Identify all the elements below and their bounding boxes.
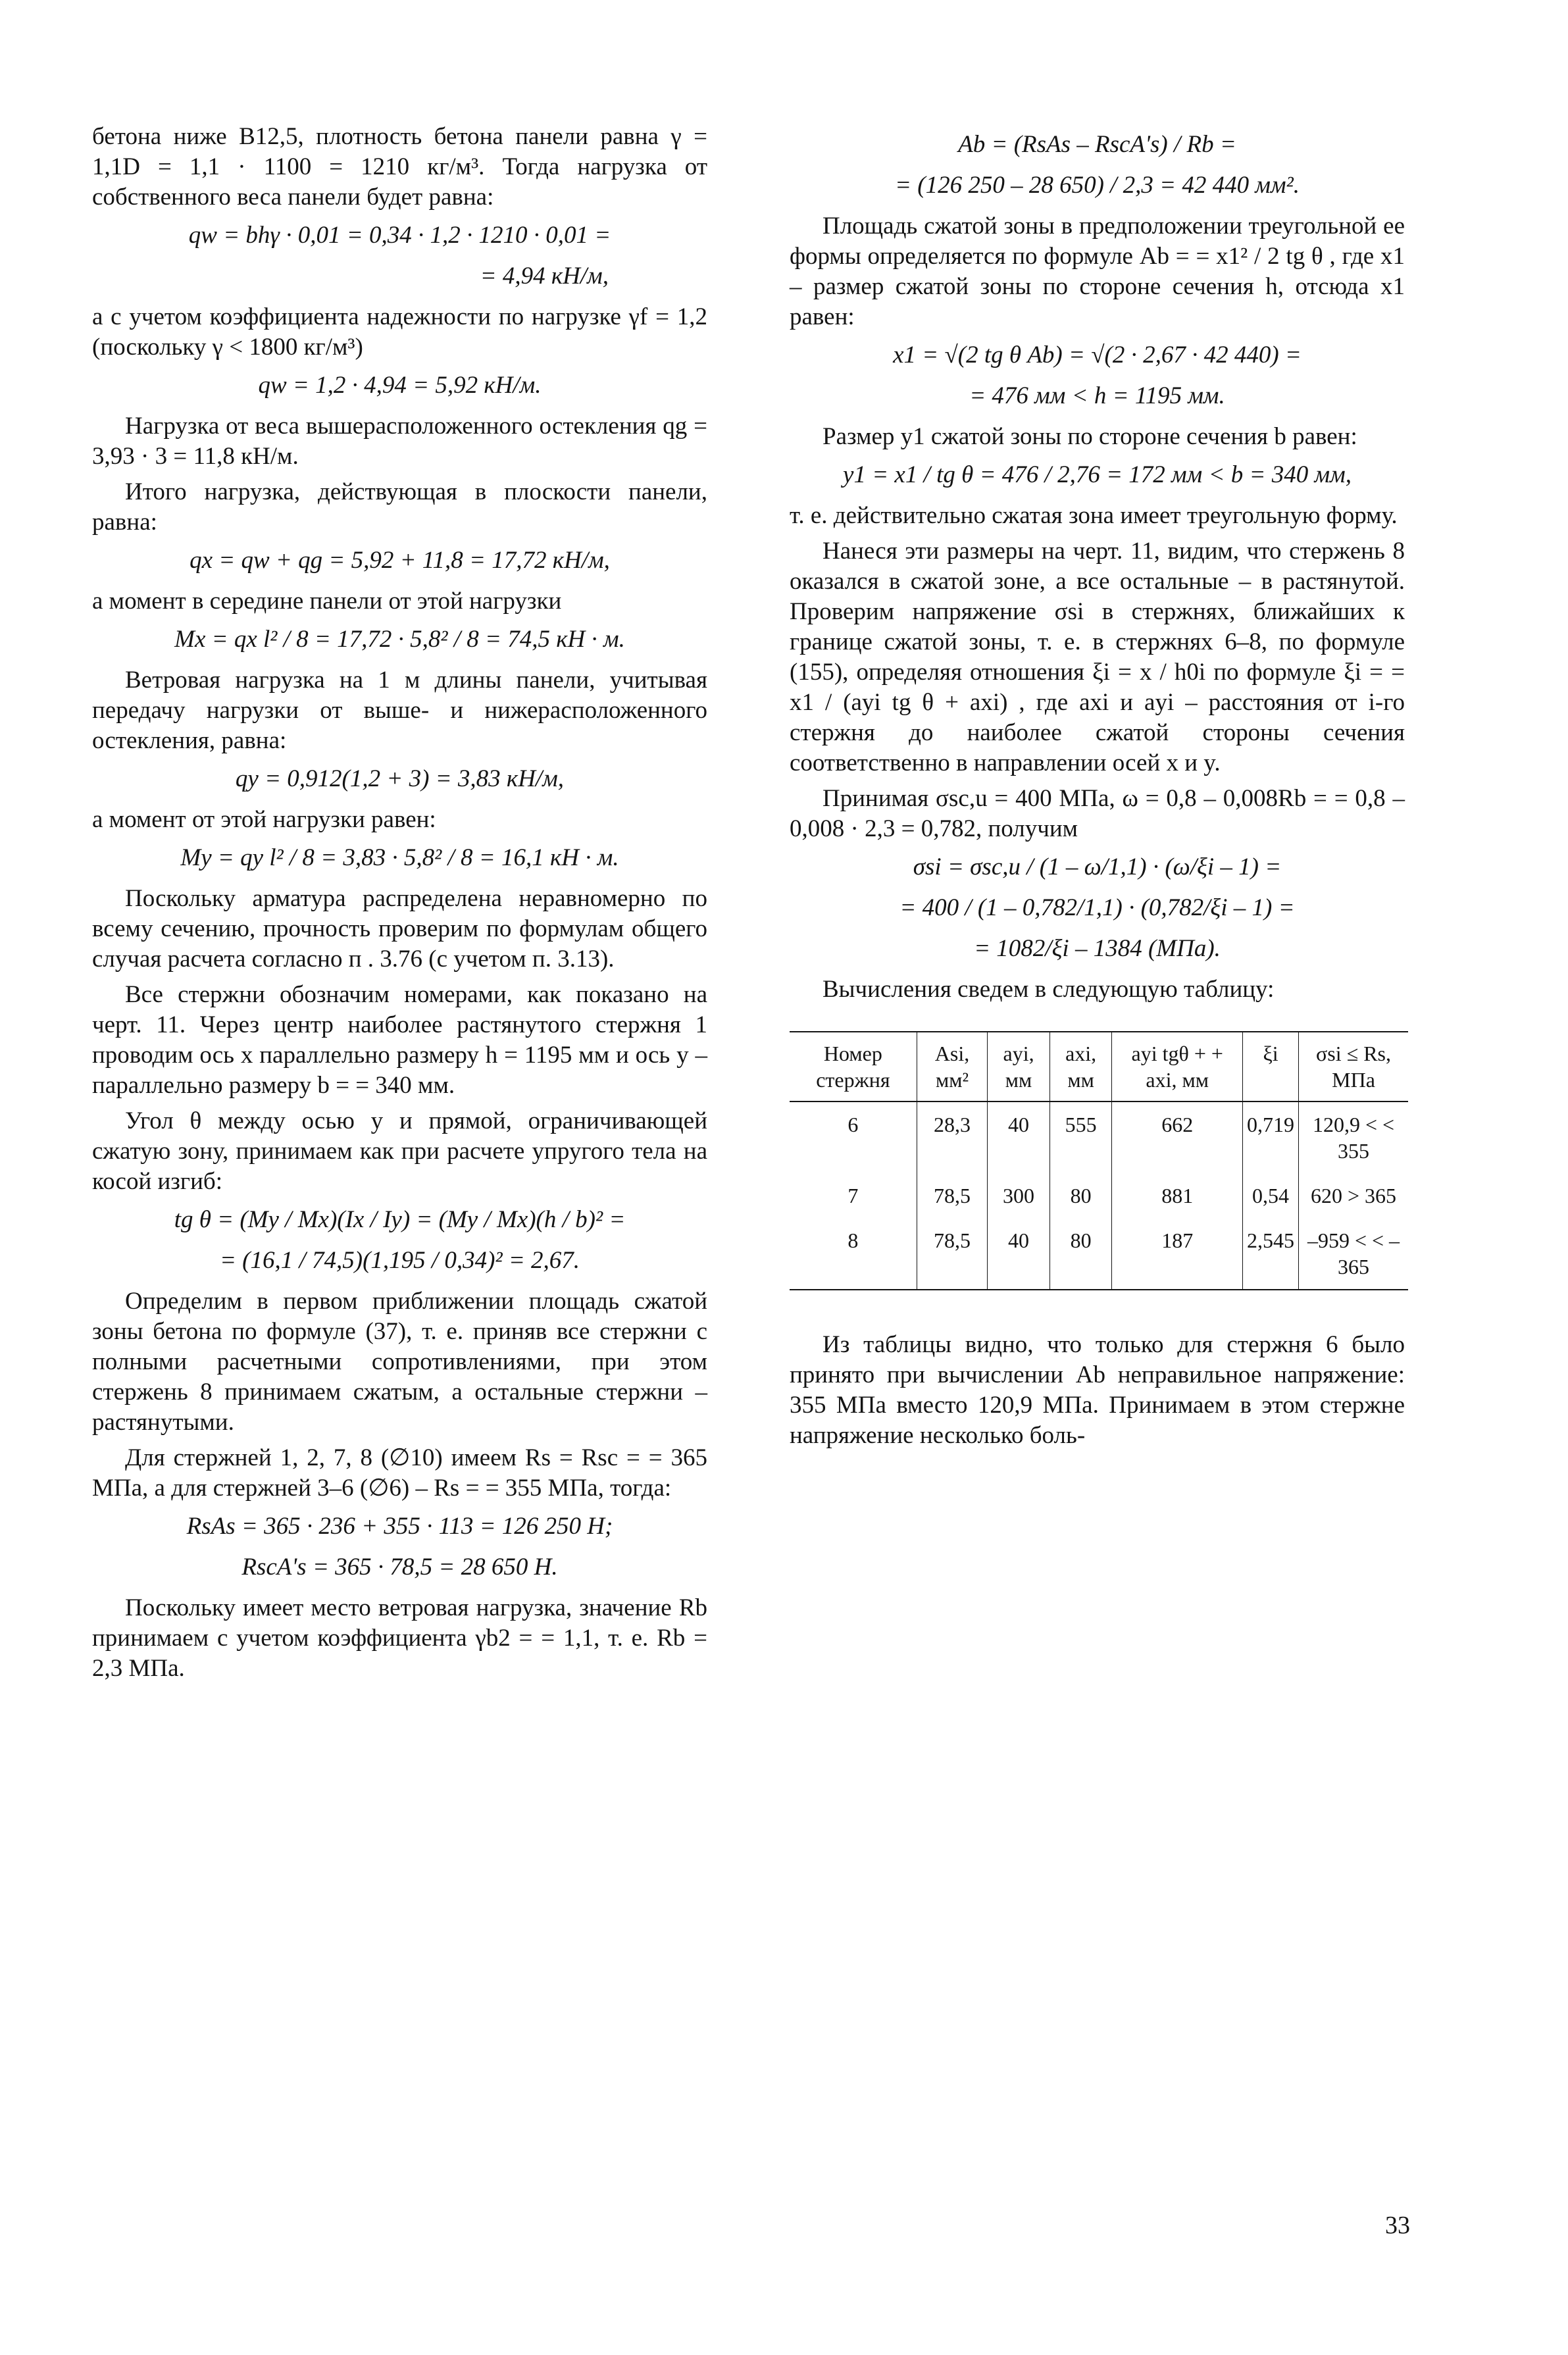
table-cell: 80: [1050, 1218, 1112, 1290]
paragraph: Нагрузка от веса вышерасположенного остекления qg = 3,93 · 3 = 11,8 кН/м.: [92, 413, 707, 470]
equation: = (16,1 / 74,5)(1,195 / 0,34)² = 2,67.: [219, 1247, 580, 1274]
paragraph: а момент в середине панели от этой нагрузки: [92, 588, 562, 615]
table-cell: 2,545: [1243, 1218, 1299, 1290]
table-cell: 620 > 365: [1299, 1173, 1408, 1218]
left-column: [92, 122, 707, 1689]
paragraph: Нанеся эти размеры на черт. 11, видим, что стержень 8 оказался в сжатой зоне, а все остальные – в растянутой. Проверим напряжение σsi в стержнях, ближайших к границе сжатой зоны, т. е. в стержнях 6–8, по формуле (155), определяя отношения ξi = x / h0i по формуле ξi = = x1 / (ayi tg θ + axi) , где axi и ayi – расстояния от i-го стержня до наиболее сжатой стороны сечения соответственно в направлении осей x и y.: [790, 538, 1405, 776]
equation: qy = 0,912(1,2 + 3) = 3,83 кН/м,: [235, 765, 565, 792]
paragraph: Итого нагрузка, действующая в плоскости панели, равна:: [92, 478, 707, 536]
equation: qx = qw + qg = 5,92 + 11,8 = 17,72 кН/м,: [190, 547, 610, 574]
table-row: [790, 1102, 1408, 1173]
equation: qw = bhγ · 0,01 = 0,34 · 1,2 · 1210 · 0,01 =: [188, 222, 611, 249]
equation: RsAs = 365 · 236 + 355 · 113 = 126 250 Н;: [186, 1513, 613, 1540]
table-cell: 8: [847, 1228, 859, 1252]
table-row: [790, 1218, 1408, 1290]
table-cell: 662: [1112, 1102, 1243, 1173]
table-cell: 555: [1050, 1102, 1112, 1173]
equation: y1 = x1 / tg θ = 476 / 2,76 = 172 мм < b = 340 мм,: [843, 461, 1352, 488]
equation: Ab = (RsAs – RscA's) / Rb =: [958, 131, 1236, 158]
paragraph: Вычисления сведем в следующую таблицу:: [822, 976, 1275, 1003]
equation: Mx = qx l² / 8 = 17,72 · 5,8² / 8 = 74,5 кН · м.: [174, 626, 625, 653]
equation: = 476 мм < h = 1195 мм.: [969, 382, 1225, 409]
paragraph: Все стержни обозначим номерами, как показано на черт. 11. Через центр наиболее растянутого стержня 1 проводим ось x параллельно размеру h = 1195 мм и ось y – параллельно размеру b = = 340 мм.: [92, 981, 707, 1099]
table-header-cell: Номер стержня: [790, 1032, 917, 1102]
table-cell: 120,9 < < 355: [1299, 1102, 1408, 1173]
equation: My = qy l² / 8 = 3,83 · 5,8² / 8 = 16,1 кН · м.: [180, 844, 619, 871]
right-column: [790, 122, 1405, 1456]
table-row: [790, 1173, 1408, 1218]
table-cell: 80: [1050, 1173, 1112, 1218]
table-cell: 28,3: [917, 1102, 987, 1173]
equation: x1 = √(2 tg θ Ab) = √(2 · 2,67 · 42 440) =: [893, 342, 1302, 368]
table-cell: 7: [847, 1184, 859, 1207]
table-cell: 40: [988, 1218, 1050, 1290]
equation: = (126 250 – 28 650) / 2,3 = 42 440 мм².: [895, 172, 1300, 199]
table-header-cell: Asi, мм²: [917, 1032, 987, 1102]
table-header-cell: axi, мм: [1050, 1032, 1112, 1102]
table-cell: 6: [847, 1113, 859, 1136]
table-header-cell: ayi tgθ + + axi, мм: [1112, 1032, 1243, 1102]
table-header-cell: ξi: [1243, 1032, 1299, 1102]
paragraph: Определим в первом приближении площадь сжатой зоны бетона по формуле (37), т. е. приняв все стержни с полными расчетными сопротивлениями, при этом стержень 8 принимаем сжатым, а остальные стержни – растянутыми.: [92, 1288, 707, 1436]
equation: = 400 / (1 – 0,782/1,1) · (0,782/ξi – 1) =: [899, 894, 1295, 921]
equation: qw = 1,2 · 4,94 = 5,92 кН/м.: [258, 372, 542, 399]
page-number: 33: [1385, 2212, 1410, 2239]
paragraph: Размер y1 сжатой зоны по стороне сечения b равен:: [822, 423, 1357, 450]
paragraph: Площадь сжатой зоны в предположении треугольной ее формы определяется по формуле Ab = = x1² / 2 tg θ , где x1 – размер сжатой зоны по стороне сечения h, отсюда x1 равен:: [790, 213, 1405, 330]
table-cell: 0,719: [1243, 1102, 1299, 1173]
calculation-table: [790, 1031, 1408, 1290]
table-cell: –959 < < –365: [1299, 1218, 1408, 1290]
paragraph: Поскольку имеет место ветровая нагрузка, значение Rb принимаем с учетом коэффициента γb2 = = 1,1, т. е. Rb = 2,3 МПа.: [92, 1594, 707, 1682]
equation: = 4,94 кН/м,: [480, 263, 609, 290]
table-cell: 187: [1112, 1218, 1243, 1290]
table-cell: 300: [988, 1173, 1050, 1218]
equation: RscA's = 365 · 78,5 = 28 650 Н.: [241, 1554, 558, 1581]
equation: σsi = σsc,u / (1 – ω/1,1) · (ω/ξi – 1) =: [913, 853, 1282, 880]
paragraph: а с учетом коэффициента надежности по нагрузке γf = 1,2 (поскольку γ < 1800 кг/м³): [92, 303, 707, 361]
paragraph: Угол θ между осью y и прямой, ограничивающей сжатую зону, принимаем как при расчете упругого тела на косой изгиб:: [92, 1107, 707, 1195]
table-cell: 40: [988, 1102, 1050, 1173]
table-cell: 78,5: [917, 1218, 987, 1290]
paragraph: Из таблицы видно, что только для стержня 6 было принято при вычислении Ab неправильное напряжение: 355 МПа вместо 120,9 МПа. Принимаем в этом стержне напряжение несколько боль-: [790, 1331, 1405, 1449]
paragraph: Принимая σsc,u = 400 МПа, ω = 0,8 – 0,008Rb = = 0,8 – 0,008 · 2,3 = 0,782, получим: [790, 785, 1405, 842]
paragraph: Ветровая нагрузка на 1 м длины панели, учитывая передачу нагрузки от выше- и нижерасположенного остекления, равна:: [92, 667, 707, 754]
paragraph: Для стержней 1, 2, 7, 8 (∅10) имеем Rs = Rsc = = 365 МПа, а для стержней 3–6 (∅6) – Rs = = 355 МПа, тогда:: [92, 1444, 707, 1502]
paragraph: т. е. действительно сжатая зона имеет треугольную форму.: [790, 502, 1398, 529]
table-header-cell: σsi ≤ Rs, МПа: [1299, 1032, 1408, 1102]
table-cell: 78,5: [917, 1173, 987, 1218]
paragraph: Поскольку арматура распределена неравномерно по всему сечению, прочность проверим по формулам общего случая расчета согласно п . 3.76 (с учетом п. 3.13).: [92, 885, 707, 973]
table-header-row: [790, 1032, 1408, 1102]
equation: = 1082/ξi – 1384 (МПа).: [974, 935, 1221, 962]
table-cell: 0,54: [1243, 1173, 1299, 1218]
table-header-cell: ayi, мм: [988, 1032, 1050, 1102]
table-cell: 881: [1112, 1173, 1243, 1218]
paragraph: а момент от этой нагрузки равен:: [92, 806, 436, 833]
equation: tg θ = (My / Mx)(Ix / Iy) = (My / Mx)(h / b)² =: [174, 1206, 626, 1233]
paragraph: бетона ниже В12,5, плотность бетона панели равна γ = 1,1D = 1,1 · 1100 = 1210 кг/м³. Тогда нагрузка от собственного веса панели будет равна:: [92, 123, 707, 211]
